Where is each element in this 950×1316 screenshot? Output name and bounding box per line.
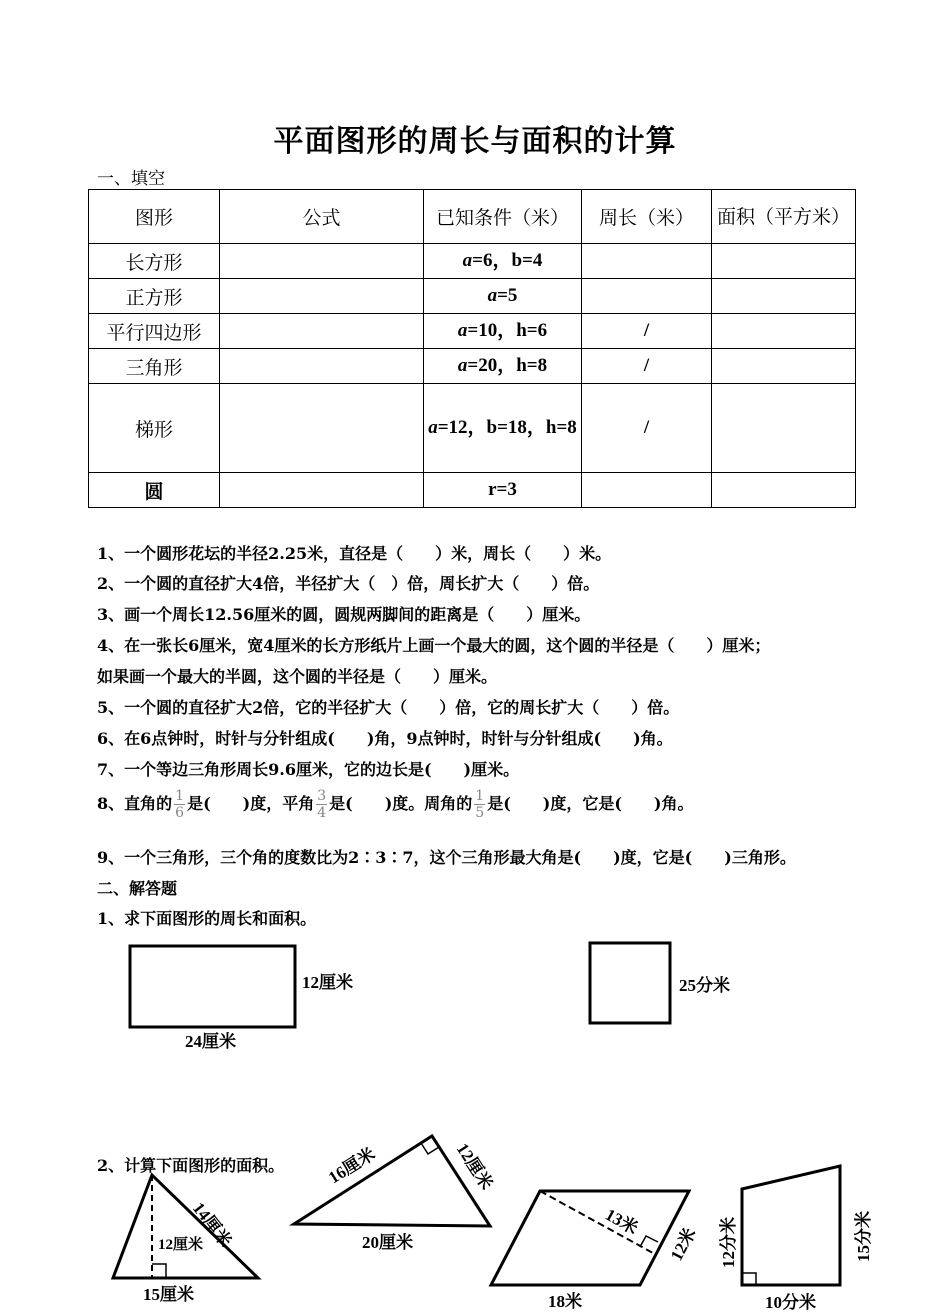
cell-shape: 正方形 <box>89 279 220 314</box>
triangle-1-figure <box>113 1175 258 1278</box>
page-title: 平面图形的周长与面积的计算 <box>273 124 677 159</box>
cell-conditions: a=20，h=8 <box>424 349 582 384</box>
right-angle-mark <box>742 1273 756 1285</box>
header-conditions: 已知条件（米） <box>424 190 582 244</box>
fraction-three-quarters: $\frac{3}{4}$ <box>317 788 327 821</box>
triangle-1-base-label: 15厘米 <box>143 1285 194 1304</box>
cell-shape: 圆 <box>89 473 220 508</box>
trapezoid-left-label: 12分米 <box>719 1217 738 1268</box>
cell-conditions: a=10，h=6 <box>424 314 582 349</box>
rect-width-label: 24厘米 <box>185 1032 236 1051</box>
cell-conditions: a=6，b=4 <box>424 244 582 279</box>
question-5: 5、一个圆的直径扩大2倍，它的半径扩大（ ）倍，它的周长扩大（ ）倍。 <box>97 698 680 717</box>
header-area: 面积（平方米） <box>712 190 856 244</box>
question-1: 1、一个圆形花坛的半径2.25米，直径是（ ）米，周长（ ）米。 <box>97 544 612 563</box>
right-angle-mark <box>640 1236 658 1247</box>
header-shape: 图形 <box>89 190 220 244</box>
parallelogram-height-label: 13米 <box>602 1204 642 1238</box>
trapezoid-figure <box>742 1166 840 1285</box>
question-4-cont: 如果画一个最大的半圆，这个圆的半径是（ ）厘米。 <box>97 667 498 686</box>
triangle-1-height-label: 12厘米 <box>158 1237 204 1253</box>
triangle-2-right-label: 12厘米 <box>452 1139 497 1193</box>
question-4: 4、在一张长6厘米，宽4厘米的长方形纸片上画一个最大的圆，这个圆的半径是（ ）厘米； <box>97 636 771 655</box>
parallelogram-figure <box>491 1191 689 1285</box>
question-9: 9、一个三角形，三个角的度数比为2∶3∶7，这个三角形最大角是( )度，它是( )三角形。 <box>97 848 796 867</box>
section-heading-solve: 二、解答题 <box>97 879 178 898</box>
fraction-one-sixth: $\frac{1}{6}$ <box>175 788 185 821</box>
trapezoid-base-label: 10分米 <box>765 1293 816 1312</box>
rectangle-figure <box>130 946 295 1027</box>
square-side-label: 25分米 <box>679 976 730 995</box>
fraction-one-fifth: $\frac{1}{5}$ <box>475 788 485 821</box>
square-figure <box>590 943 670 1023</box>
right-angle-mark <box>152 1264 166 1278</box>
section-heading-fill-in: 一、填空 <box>97 169 165 189</box>
cell-shape: 三角形 <box>89 349 220 384</box>
header-perimeter: 周长（米） <box>582 190 712 244</box>
trapezoid-right-label: 15分米 <box>854 1211 873 1262</box>
cell-perimeter: / <box>582 314 712 349</box>
question-8: 8、直角的 $\frac{1}{6}$ 是( )度，平角 $\frac{3}{4}$ 是( )度。周角的 $\frac{1}{5}$ 是( )度，它是( )角。 <box>97 788 694 821</box>
triangle-1-side-label: 14厘米 <box>188 1198 236 1251</box>
cell-shape: 平行四边形 <box>89 314 220 349</box>
cell-perimeter: / <box>582 384 712 473</box>
question-7: 7、一个等边三角形周长9.6厘米，它的边长是( )厘米。 <box>97 760 520 779</box>
subquestion-2: 2、计算下面图形的面积。 <box>97 1156 285 1175</box>
parallelogram-base-label: 18米 <box>548 1292 582 1311</box>
triangle-2-left-label: 16厘米 <box>325 1144 379 1188</box>
cell-conditions: a=5 <box>424 279 582 314</box>
rect-height-label: 12厘米 <box>302 973 353 992</box>
cell-shape: 长方形 <box>89 244 220 279</box>
question-6: 6、在6点钟时，时针与分针组成( )角，9点钟时，时针与分针组成( )角。 <box>97 729 673 748</box>
cell-perimeter: / <box>582 349 712 384</box>
question-3: 3、画一个周长12.56厘米的圆，圆规两脚间的距离是（ ）厘米。 <box>97 605 591 624</box>
triangle-2-base-label: 20厘米 <box>362 1233 413 1252</box>
parallelogram-side-label: 12米 <box>666 1224 700 1264</box>
question-2: 2、一个圆的直径扩大4倍，半径扩大（ ）倍，周长扩大（ ）倍。 <box>97 574 600 593</box>
header-formula: 公式 <box>220 190 424 244</box>
subquestion-1: 1、求下面图形的周长和面积。 <box>97 909 317 928</box>
cell-conditions: r=3 <box>424 473 582 508</box>
cell-conditions: a=12，b=18，h=8 <box>424 384 582 473</box>
cell-shape: 梯形 <box>89 384 220 473</box>
